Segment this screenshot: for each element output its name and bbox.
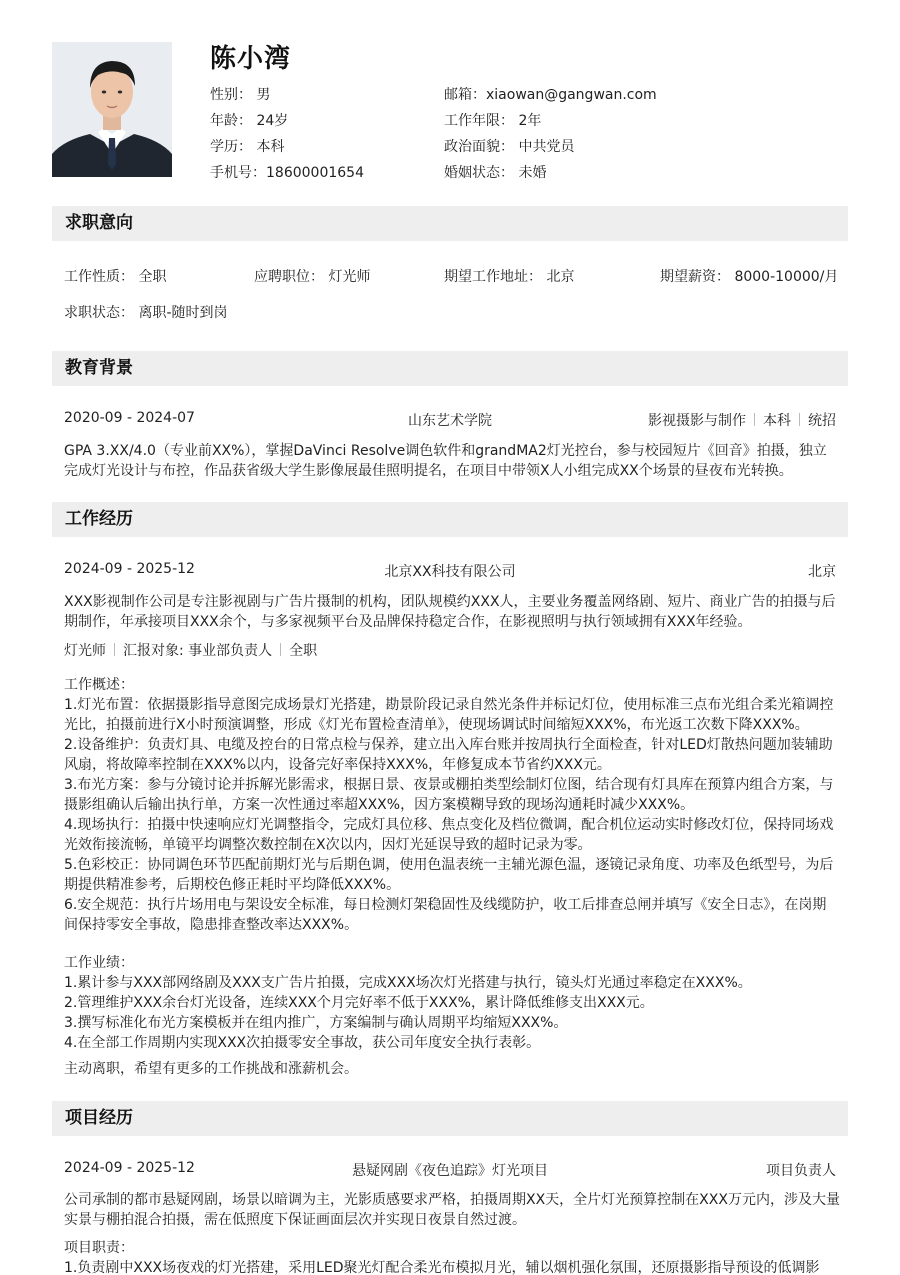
education-field: 学历： 本科 — [210, 139, 285, 155]
edu-date: 2020-09 - 2024-07 — [64, 410, 195, 426]
edu-details — [648, 410, 836, 430]
section-title-project: 项目经历 — [52, 1101, 848, 1136]
project-intro: 公司承制的都市悬疑网剧，场景以暗调为主，光影质感要求严格，拍摄周期XX天，全片灯光预算控制在XXX万元内，涉及大量实景与棚拍混合拍摄，需在低照度下保证画面层次并实现日夜景自然过渡。 — [64, 1192, 840, 1228]
project-date: 2024-09 - 2025-12 — [64, 1160, 195, 1176]
age-field: 年龄： 24岁 — [210, 113, 289, 129]
work-overview-item: 2.设备维护：负责灯具、电缆及控台的日常点检与保养，建立出入库台账并按周执行全面检查，针对LED灯散热问题加装辅助风扇，将故障率控制在XXX%以内，设备完好率保持XXX%，年修复成本节省约XXX元。 — [64, 737, 833, 773]
work-role-line — [64, 640, 317, 660]
work-achievements — [64, 953, 840, 1053]
edu-mode: 统招 — [808, 413, 836, 429]
expected-location: 期望工作地址： 北京 — [444, 269, 575, 285]
work-overview-item: 6.安全规范：执行片场用电与架设安全标准，每日检测灯架稳固性及线缆防护，收工后排查总闸并填写《安全日志》，在岗期间保持零安全事故，隐患排查整改率达XXX%。 — [64, 897, 827, 933]
work-years-field: 工作年限： 2年 — [444, 113, 542, 129]
work-overview-item: 3.布光方案：参与分镜讨论并拆解光影需求，根据日景、夜景或棚拍类型绘制灯位图，结合现有灯具库在预算内组合方案，与摄影组确认后输出执行单，方案一次性通过率超XXX%，因方案模糊导致的现场沟通耗时减少XXX%。 — [64, 777, 834, 813]
applied-position: 应聘职位： 灯光师 — [254, 269, 371, 285]
project-role: 项目负责人 — [766, 1163, 836, 1179]
expected-salary: 期望薪资： 8000-10000/月 — [660, 269, 839, 285]
section-title-intent: 求职意向 — [52, 206, 848, 241]
work-company: 北京XX科技有限公司 — [384, 564, 516, 580]
resume-header — [0, 0, 900, 200]
work-overview-item: 5.色彩校正：协同调色环节匹配前期灯光与后期色调，使用色温表统一主辅光源色温，逐镜记录角度、功率及色纸型号，为后期提供精准参考，后期校色修正耗时平均降低XXX%。 — [64, 857, 834, 893]
political-status-field: 政治面貌： 中共党员 — [444, 139, 575, 155]
job-type: 工作性质： 全职 — [64, 269, 167, 285]
work-achievement-item: 4.在全部工作周期内实现XXX次拍摄零安全事故，获公司年度安全执行表彰。 — [64, 1035, 541, 1051]
work-city: 北京 — [808, 564, 836, 580]
work-type: 全职 — [289, 643, 318, 659]
candidate-name: 陈小湾 — [210, 44, 292, 74]
avatar — [52, 42, 172, 177]
edu-description: GPA 3.XX/4.0（专业前XX%），掌握DaVinci Resolve调色软件和grandMA2灯光控台，参与校园短片《回音》拍摄，独立完成灯光设计与布控，作品获省级大学生影像展最佳照明提名，在项目中带领X人小组完成XX个场景的昼夜布光转换。 — [64, 443, 827, 479]
edu-school: 山东艺术学院 — [408, 413, 492, 429]
section-title-work: 工作经历 — [52, 502, 848, 537]
work-company-intro: XXX影视制作公司是专注影视剧与广告片摄制的机构，团队规模约XXX人，主要业务覆盖网络剧、短片、商业广告的拍摄与后期制作，年承接项目XXX余个，与多家视频平台及品牌保持稳定合作，在影视照明与执行领域拥有XXX年经验。 — [64, 594, 836, 630]
work-report-to: 汇报对象: 事业部负责人 — [123, 643, 273, 659]
work-overview-item: 1.灯光布置：依据摄影指导意图完成场景灯光搭建，勘景阶段记录自然光条件并标记灯位，使用标准三点布光组合柔光箱调控光比，拍摄前进行X小时预演调整，形成《灯光布置检查清单》，使现场调试时间缩短XXX%，布光返工次数下降XXX%。 — [64, 697, 834, 733]
job-status: 求职状态： 离职-随时到岗 — [64, 305, 228, 321]
section-title-education: 教育背景 — [52, 351, 848, 386]
work-leave-reason: 主动离职，希望有更多的工作挑战和涨薪机会。 — [64, 1061, 358, 1077]
project-name: 悬疑网剧《夜色追踪》灯光项目 — [352, 1163, 548, 1179]
gender-field: 性别： 男 — [210, 87, 271, 103]
work-overview-title: 工作概述： — [64, 677, 134, 693]
marital-status-field: 婚姻状态： 未婚 — [444, 165, 547, 181]
phone-field: 手机号：18600001654 — [210, 165, 364, 181]
avatar-portrait-icon — [52, 42, 172, 177]
work-overview — [64, 675, 840, 935]
work-achievement-item: 1.累计参与XXX部网络剧及XXX支广告片拍摄，完成XXX场次灯光搭建与执行，镜头灯光通过率稳定在XXX%。 — [64, 975, 752, 991]
edu-major: 影视摄影与制作 — [648, 413, 746, 429]
project-duties — [64, 1238, 840, 1275]
edu-degree: 本科 — [763, 413, 791, 429]
work-achievement-item: 2.管理维护XXX余台灯光设备，连续XXX个月完好率不低于XXX%，累计降低维修支出XXX元。 — [64, 995, 654, 1011]
project-duties-title: 项目职责： — [64, 1240, 134, 1256]
work-date: 2024-09 - 2025-12 — [64, 561, 195, 577]
work-overview-item: 4.现场执行：拍摄中快速响应灯光调整指令，完成灯具位移、焦点变化及档位微调，配合机位运动实时修改灯位，保持同场戏光效衔接流畅，单镜平均调整次数控制在X次以内，因灯光延误导致的超时记录为零。 — [64, 817, 834, 853]
email-field: 邮箱：xiaowan@gangwan.com — [444, 87, 657, 103]
work-achievement-item: 3.撰写标准化布光方案模板并在组内推广，方案编制与确认周期平均缩短XXX%。 — [64, 1015, 568, 1031]
work-achievements-title: 工作业绩： — [64, 955, 134, 971]
work-role: 灯光师 — [64, 643, 106, 659]
project-duty-item: 1.负责剧中XXX场夜戏的灯光搭建，采用LED聚光灯配合柔光布模拟月光，辅以烟机强化氛围，还原摄影指导预设的低调影 — [64, 1260, 820, 1275]
